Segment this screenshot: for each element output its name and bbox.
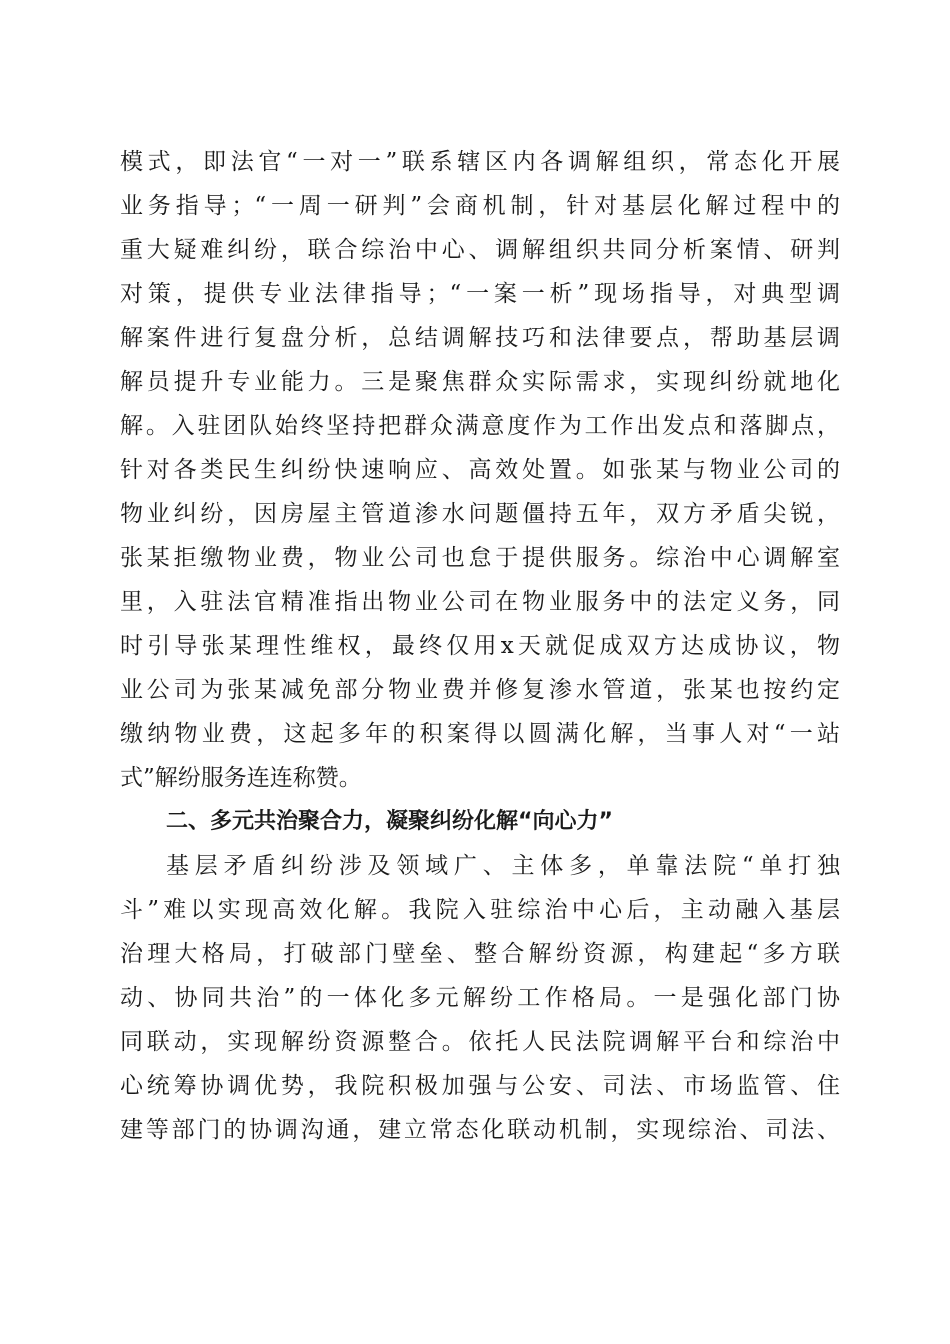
paragraph-line: 建等部门的协调沟通，建立常态化联动机制，实现综治、司法、: [120, 1117, 840, 1143]
paragraph-line: 式”解纷服务连连称赞。: [120, 765, 362, 791]
paragraph-line: 解。入驻团队始终坚持把群众满意度作为工作出发点和落脚点，: [120, 413, 840, 439]
paragraph-line: 里，入驻法官精准指出物业公司在物业服务中的法定义务，同: [120, 589, 840, 615]
paragraph-1: [120, 140, 840, 800]
paragraph-line: 同联动，实现解纷资源整合。依托人民法院调解平台和综治中: [120, 1029, 840, 1055]
paragraph-line: 业公司为张某减免部分物业费并修复渗水管道，张某也按约定: [120, 677, 840, 703]
paragraph-line: 心统筹协调优势，我院积极加强与公安、司法、市场监管、住: [120, 1073, 840, 1099]
paragraph-line: 重大疑难纠纷，联合综治中心、调解组织共同分析案情、研判: [120, 237, 840, 263]
paragraph-2: [120, 844, 840, 1152]
paragraph-line: 模式，即法官“一对一”联系辖区内各调解组织，常态化开展: [120, 149, 840, 175]
section-heading: 二、多元共治聚合力，凝聚纠纷化解“向心力”: [166, 809, 613, 834]
paragraph-line: 解员提升专业能力。三是聚焦群众实际需求，实现纠纷就地化: [120, 369, 840, 395]
paragraph-line: 针对各类民生纠纷快速响应、高效处置。如张某与物业公司的: [120, 457, 840, 483]
paragraph-line: 斗”难以实现高效化解。我院入驻综治中心后，主动融入基层: [120, 897, 840, 923]
paragraph-line: 缴纳物业费，这起多年的积案得以圆满化解，当事人对“一站: [120, 721, 840, 747]
paragraph-line: 基层矛盾纠纷涉及领域广、主体多，单靠法院“单打独: [166, 853, 840, 879]
paragraph-line: 解案件进行复盘分析，总结调解技巧和法律要点，帮助基层调: [120, 325, 840, 351]
paragraph-line: 治理大格局，打破部门壁垒、整合解纷资源，构建起“多方联: [120, 941, 840, 967]
paragraph-line: 张某拒缴物业费，物业公司也怠于提供服务。综治中心调解室: [120, 545, 840, 571]
paragraph-line: 时引导张某理性维权，最终仅用x天就促成双方达成协议，物: [120, 633, 840, 659]
paragraph-line: 对策，提供专业法律指导；“一案一析”现场指导，对典型调: [120, 281, 840, 307]
paragraph-line: 物业纠纷，因房屋主管道渗水问题僵持五年，双方矛盾尖锐，: [120, 501, 840, 527]
section-heading-block: [120, 800, 840, 844]
paragraph-line: 业务指导；“一周一研判”会商机制，针对基层化解过程中的: [120, 193, 840, 219]
paragraph-line: 动、协同共治”的一体化多元解纷工作格局。一是强化部门协: [120, 985, 840, 1011]
